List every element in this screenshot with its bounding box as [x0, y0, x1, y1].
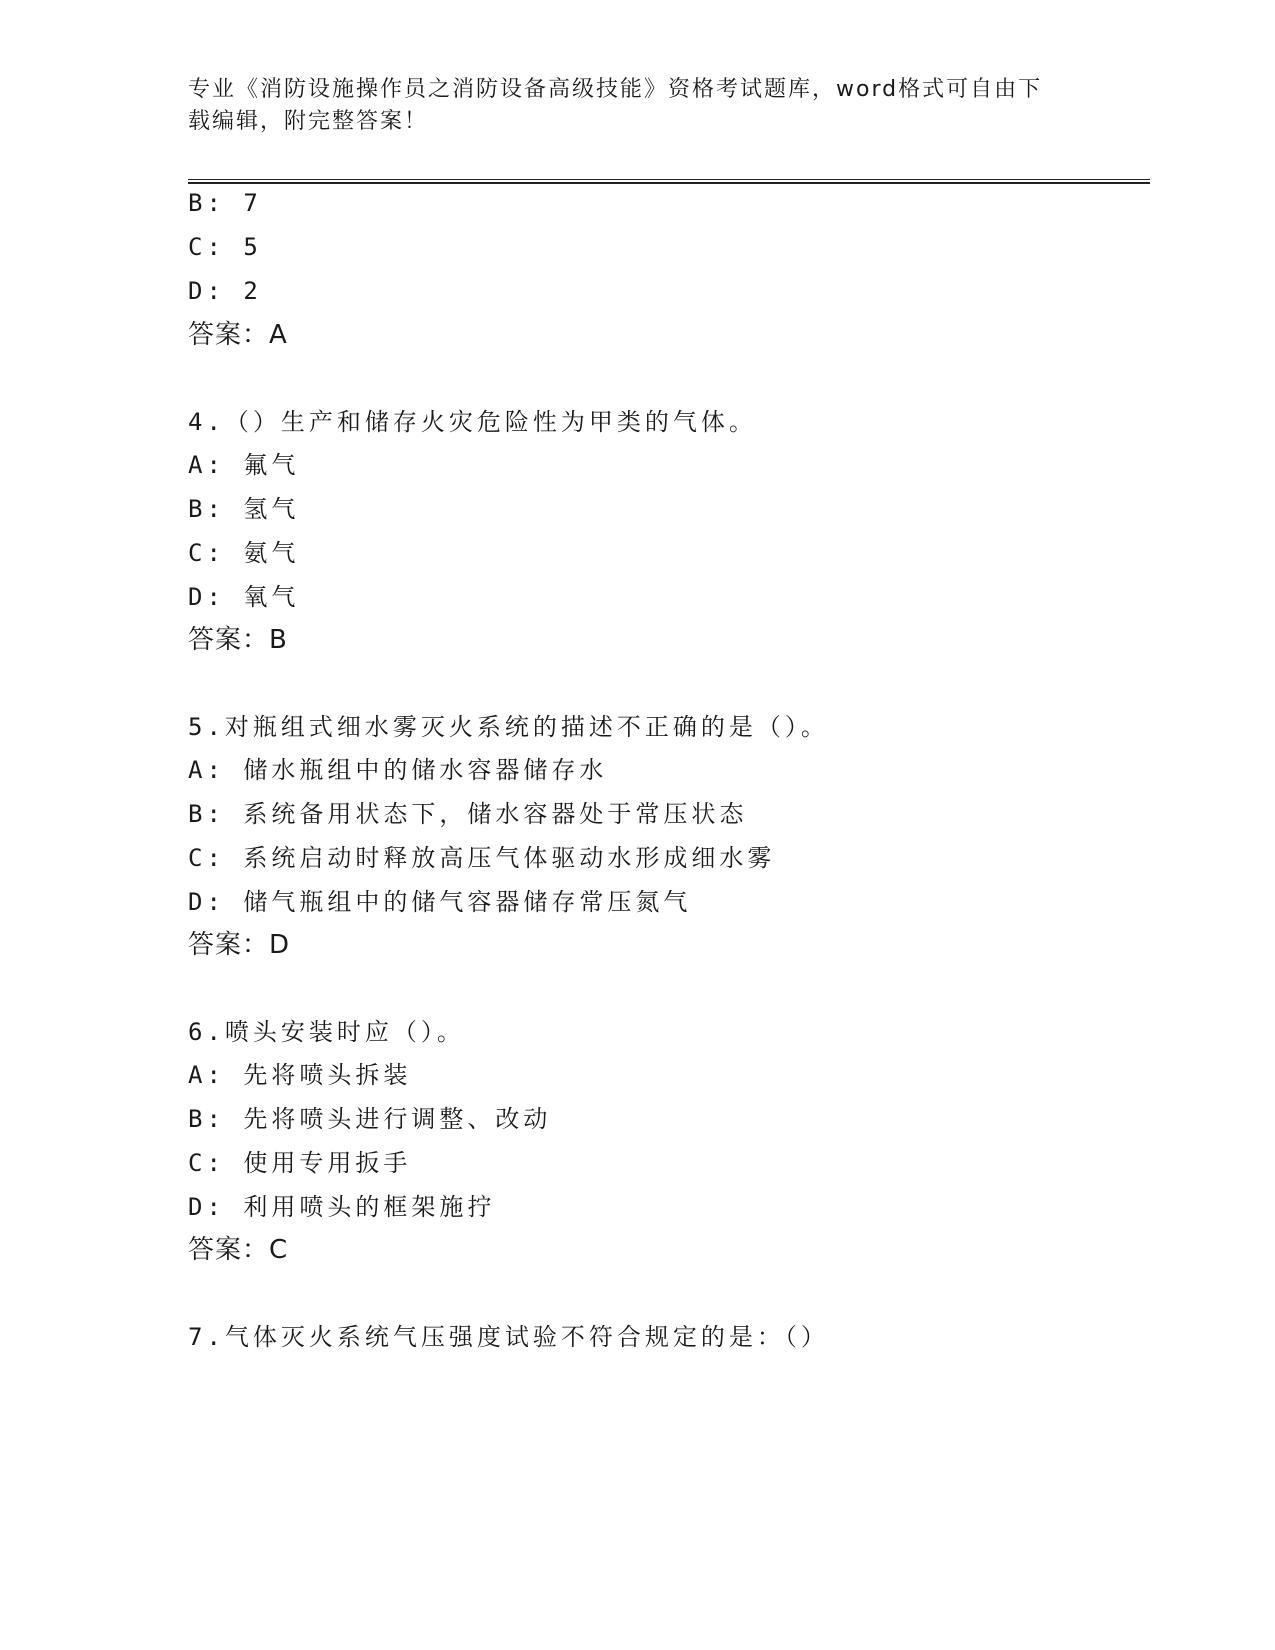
question-6: 6.喷头安装时应（）。: [188, 1018, 465, 1046]
option-b-q3: B: 7: [188, 189, 262, 217]
option-b-q6: B: 先将喷头进行调整、改动: [188, 1105, 552, 1133]
document-header: [188, 74, 1068, 138]
answer-q6: 答案：C: [188, 1235, 289, 1265]
answer-q3: 答案：A: [188, 320, 288, 350]
option-c-q5: C: 系统启动时释放高压气体驱动水形成细水雾: [188, 844, 776, 872]
answer-q5: 答案：D: [188, 930, 291, 960]
question-4: 4.（）生产和储存火灾危险性为甲类的气体。: [188, 408, 757, 436]
question-7: 7.气体灭火系统气压强度试验不符合规定的是：（）: [188, 1323, 829, 1351]
header-divider-thin: [188, 179, 1150, 180]
header-line-1: 专业《消防设施操作员之消防设备高级技能》资格考试题库，word格式可自由下: [188, 77, 1043, 102]
header-divider-thick: [188, 182, 1150, 184]
option-b-q5: B: 系统备用状态下，储水容器处于常压状态: [188, 800, 748, 828]
option-a-q6: A: 先将喷头拆装: [188, 1061, 412, 1089]
option-b-q4: B: 氢气: [188, 495, 300, 523]
option-c-q4: C: 氨气: [188, 539, 300, 567]
option-a-q4: A: 氟气: [188, 451, 300, 479]
option-d-q4: D: 氧气: [188, 583, 300, 611]
option-d-q3: D: 2: [188, 277, 262, 305]
option-d-q6: D: 利用喷头的框架施拧: [188, 1193, 496, 1221]
option-a-q5: A: 储水瓶组中的储水容器储存水: [188, 756, 608, 784]
option-c-q6: C: 使用专用扳手: [188, 1149, 412, 1177]
answer-q4: 答案：B: [188, 625, 288, 655]
question-5: 5.对瓶组式细水雾灭火系统的描述不正确的是（）。: [188, 713, 829, 741]
option-d-q5: D: 储气瓶组中的储气容器储存常压氮气: [188, 888, 692, 916]
option-c-q3: C: 5: [188, 233, 262, 261]
header-line-2: 载编辑，附完整答案！: [188, 109, 429, 134]
